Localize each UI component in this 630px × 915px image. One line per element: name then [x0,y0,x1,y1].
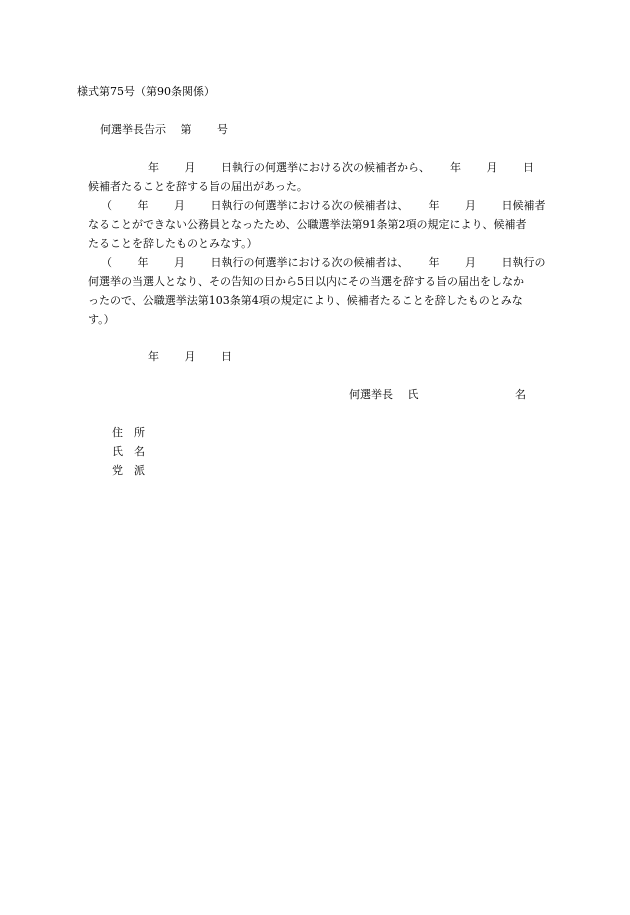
notice-title: 何選挙長告示 第 号 [100,123,228,136]
signature-name-suffix: 名 [515,388,526,401]
form-heading: 様式第75号（第90条関係） [77,85,215,98]
field-party-label: 党 派 [112,464,145,477]
paragraph-3-line-1: （ 年 月 日執行の何選挙における次の候補者は、 年 月 日執行の [101,256,546,269]
signature-title: 何選挙長 氏 [349,388,419,401]
paragraph-3-line-4: す。） [88,313,115,326]
paragraph-1-line-1: 年 月 日執行の何選挙における次の候補者から、 年 月 日 [148,161,534,174]
paragraph-2-line-1: （ 年 月 日執行の何選挙における次の候補者は、 年 月 日候補者 [101,199,546,212]
paragraph-2-line-2: なることができない公務員となったため、公職選挙法第91条第2項の規定により、候補者 [88,218,527,231]
paragraph-1-line-2: 候補者たることを辞する旨の届出があった。 [88,180,308,193]
paragraph-3-line-3: ったので、公職選挙法第103条第4項の規定により、候補者たることを辞したものとみな [88,294,523,307]
paragraph-2-line-3: たることを辞したものとみなす。） [88,237,258,250]
date-line: 年 月 日 [148,350,232,363]
field-name-label: 氏 名 [112,445,145,458]
field-address-label: 住 所 [112,426,145,439]
paragraph-3-line-2: 何選挙の当選人となり、その告知の日から5日以内にその当選を辞する旨の届出をしなか [88,275,524,288]
